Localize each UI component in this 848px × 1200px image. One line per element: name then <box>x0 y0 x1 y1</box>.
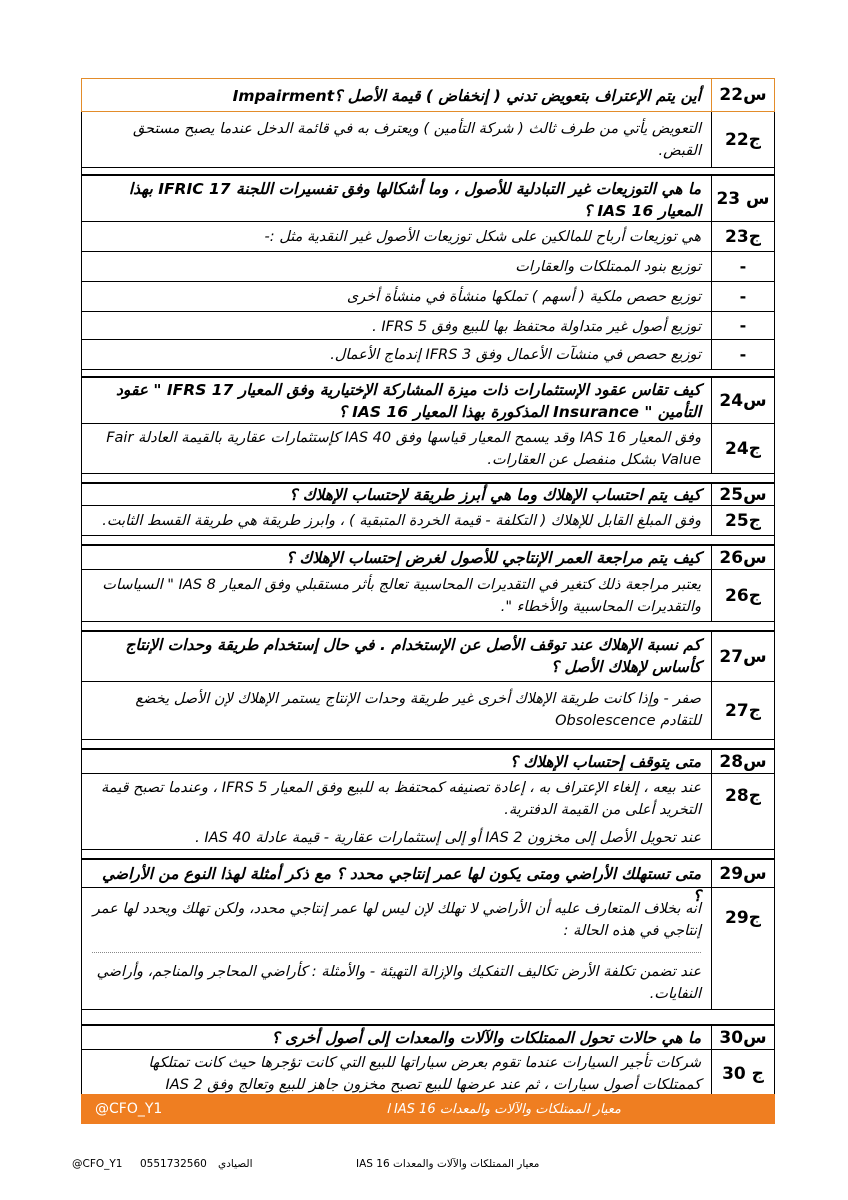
footer-handle[interactable]: @CFO_Y1 <box>95 1101 163 1117</box>
question-text: ما هي حالات تحول الممتلكات والآلات والمعدات إلى أصول أخرى ؟ <box>271 1029 701 1047</box>
answer-number: ج27 <box>711 682 774 739</box>
question-number: س24 <box>711 378 774 423</box>
list-item <box>81 282 775 312</box>
question-number: س26 <box>711 546 774 569</box>
question-number: س25 <box>711 484 774 505</box>
list-bullet: - <box>711 312 774 339</box>
answer-number: ج22 <box>711 112 774 167</box>
list-item <box>81 252 775 282</box>
row-gap <box>81 474 775 482</box>
answer-number: ج 30 <box>711 1050 774 1097</box>
list-item-text: توزيع أصول غير متداولة محتفظ بها للبيع وفق IFRS 5 . <box>372 319 701 335</box>
question-row <box>81 174 775 222</box>
row-gap <box>81 622 775 630</box>
qa-table <box>81 78 775 1098</box>
question-text: ما هي التوزيعات غير التبادلية للأصول ، وما أشكالها وفق تفسيرات اللجنة IFRIC 17 بهذا المعيار IAS 16 ؟ <box>128 180 701 220</box>
question-text: كيف يتم مراجعة العمر الإنتاجي للأصول لغرض إحتساب الإهلاك ؟ <box>285 549 701 567</box>
answer-text: وفق المعيار IAS 16 وقد يسمح المعيار قياسها وفق IAS 40 كإستثمارات عقارية بالقيمة العادلة Fair Value بشكل منفصل عن العقارات. <box>106 430 701 468</box>
answer-number: ج23 <box>711 222 774 251</box>
question-number: س27 <box>711 632 774 681</box>
row-gap <box>81 850 775 858</box>
answer-text: هي توزيعات أرباح للمالكين على شكل توزيعات الأصول غير النقدية مثل :- <box>264 229 701 245</box>
list-bullet: - <box>711 282 774 311</box>
answer-row <box>81 506 775 536</box>
question-text: متى تستهلك الأراضي ومتى يكون لها عمر إنتاجي محدد ؟ مع ذكر أمثلة لهذا النوع من الأراضي ؟ <box>101 865 701 905</box>
answer-text: عند بيعه ، إلغاء الإعتراف به ، إعادة تصنيفه كمحتفظ به للبيع وفق المعيار IFRS 5 ، وعندما تصبح قيمة التخريد أعلى من القيمة الدفترية. <box>101 780 701 818</box>
row-gap <box>81 740 775 748</box>
answer-number: ج26 <box>711 570 774 621</box>
question-text: كيف تقاس عقود الإستثمارات ذات ميزة المشاركة الإختيارية وفق المعيار IFRS 17 " عقود التأمين " Insurance المذكورة بهذا المعيار IAS 16 ؟ <box>116 381 701 421</box>
question-text: كم نسبة الإهلاك عند توقف الأصل عن الإستخدام . في حال إستخدام طريقة وحدات الإنتاج كأساس لإهلاك الأصل ؟ <box>125 636 701 676</box>
answer-row <box>81 570 775 622</box>
answer-text: وفق المبلغ القابل للإهلاك ( التكلفة - قيمة الخردة المتبقية ) ، وابرز طريقة هي طريقة القسط الثابت. <box>102 513 701 529</box>
question-number: س 23 <box>711 176 774 221</box>
question-number: س29 <box>711 860 774 887</box>
answer-number: ج29 <box>711 888 774 1009</box>
question-number: س30 <box>711 1026 774 1049</box>
answer-row <box>81 424 775 474</box>
answer-row <box>81 888 775 1010</box>
list-item <box>81 340 775 370</box>
answer-number: ج28 <box>711 774 774 849</box>
list-bullet: - <box>711 252 774 281</box>
footer-bar <box>81 1094 775 1124</box>
question-number: س22 <box>711 79 774 111</box>
question-row <box>81 748 775 774</box>
row-gap <box>81 1010 775 1024</box>
list-item <box>81 312 775 340</box>
answer-row <box>81 112 775 168</box>
answer-body <box>82 888 711 1009</box>
bottom-name: الصيادي <box>218 1158 253 1170</box>
question-row <box>81 858 775 905</box>
answer-extra-text: عند تحويل الأصل إلى مخزون IAS 2 أو إلى إستثمارات عقارية - قيمة عادلة IAS 40 . <box>195 830 701 846</box>
answer-text: شركات تأجير السيارات عندما تقوم بعرض سياراتها للبيع التي كانت تؤجرها حيث كانت تمتلكها كممتلكات أصول سيارات ، ثم عند عرضها للبيع تصبح مخزون جاهز للبيع وتعالج وفق IAS 2 <box>148 1055 701 1093</box>
question-text: كيف يتم احتساب الإهلاك وما هي أبرز طريقة لإحتساب الإهلاك ؟ <box>289 486 701 504</box>
answer-text: صفر - وإذا كانت طريقة الإهلاك أخرى غير طريقة وحدات الإنتاج يستمر الإهلاك لإن الأصل يخضع للتقادم Obsolescence <box>135 691 701 729</box>
answer-number: ج25 <box>711 506 774 535</box>
answer-row <box>81 222 775 252</box>
answer-number: ج24 <box>711 424 774 473</box>
footer-title: معيار الممتلكات والآلات والمعدات IAS 16 ا <box>386 1101 621 1117</box>
question-row <box>81 376 775 424</box>
question-number: س28 <box>711 750 774 773</box>
answer-text: انه بخلاف المتعارف عليه أن الأراضي لا تهلك لإن ليس لها عمر إنتاجي محدد، ولكن تهلك ويحدد لها عمر إنتاجي في هذه الحالة : <box>92 901 701 939</box>
bottom-title: معيار الممتلكات والآلات والمعدات IAS 16 <box>356 1158 540 1170</box>
row-gap <box>81 536 775 544</box>
bottom-handle: @CFO_Y1 <box>72 1158 123 1170</box>
question-text: متى يتوقف إحتساب الإهلاك ؟ <box>509 753 701 771</box>
list-bullet: - <box>711 340 774 369</box>
answer-row <box>81 774 775 850</box>
question-row <box>81 482 775 506</box>
bottom-phone: 0551732560 <box>140 1158 207 1170</box>
answer-extra-text: عند تضمن تكلفة الأرض تكاليف التفكيك والإزالة التهيئة - والأمثلة : كأراضي المحاجر والمناجم، وأراضي النفايات. <box>92 952 701 1005</box>
answer-text: يعتبر مراجعة ذلك كتغير في التقديرات المحاسبية تعالج بأثر مستقبلي وفق المعيار IAS 8 " السياسات والتقديرات المحاسبية والأخطاء ". <box>102 577 701 615</box>
question-row <box>81 78 775 112</box>
answer-text: التعويض يأتي من طرف ثالث ( شركة التأمين ) ويعترف به في قائمة الدخل عندما يصبح مستحق القبض. <box>133 121 701 159</box>
list-item-text: توزيع بنود الممتلكات والعقارات <box>515 259 701 275</box>
question-row <box>81 544 775 570</box>
answer-row <box>81 1050 775 1098</box>
question-text: أين يتم الإعتراف بتعويض تدني ( إنخفاض ) قيمة الأصل ؟Impairment <box>232 87 701 105</box>
list-item-text: توزيع حصص ملكية ( أسهم ) تملكها منشأة في منشأة أخرى <box>346 289 701 305</box>
answer-row <box>81 682 775 740</box>
answer-body <box>82 774 711 849</box>
list-item-text: توزيع حصص في منشآت الأعمال وفق IFRS 3 إندماج الأعمال. <box>330 347 701 363</box>
question-row <box>81 1024 775 1050</box>
question-row <box>81 630 775 682</box>
